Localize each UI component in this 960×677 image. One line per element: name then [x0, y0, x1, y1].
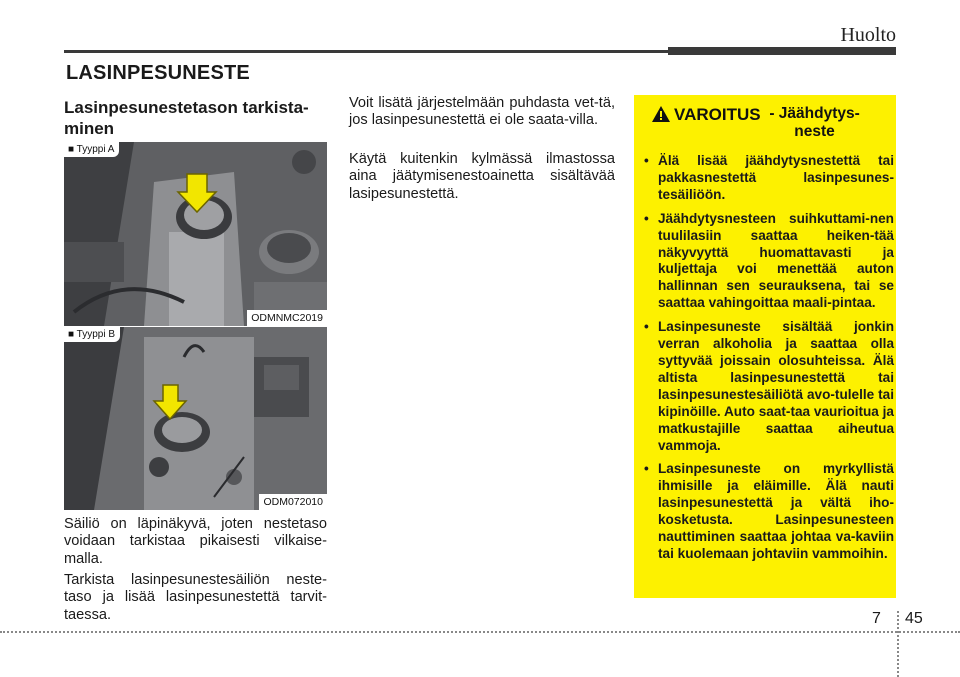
warning-item: • Lasinpesuneste sisältää jonkin verran alkoholia ja saattaa olla syttyvää joissain olosuhteissa. Älä altista lasinpesunestettä tai lasinpesunestesäiliötä avo-tulelle tai kipinöille. Auto saat-taa vaurioitua ja matkustajille saattaa aiheutua vammoja.	[642, 319, 894, 454]
engine-photo-type-b	[64, 327, 327, 510]
running-header: Huolto	[840, 24, 896, 46]
image-b-label: ■ Tyyppi B	[64, 327, 120, 342]
footer-rule	[0, 631, 960, 633]
warning-list	[642, 153, 894, 570]
subheading	[64, 97, 334, 139]
warning-title-text: VAROITUS	[674, 105, 761, 124]
warning-item: • Lasinpesuneste on myrkyllistä ihmisille ja eläimille. Älä nauti lasinpesunestettä ja vältä iho-kosketusta. Lasinpesunesteen nauttiminen saattaa johtaa va-kaviin tai kuolemaan johtaviin vammoihin.	[642, 461, 894, 562]
image-a-label: ■ Tyyppi A	[64, 142, 119, 157]
warning-item: • Älä lisää jäähdytysnestettä tai pakkasnestettä lasinpesunes-tesäiliöön.	[642, 153, 894, 204]
section-title: LASINPESUNESTE	[66, 62, 250, 84]
warning-triangle-icon	[652, 106, 670, 122]
middle-paragraph-2: Käytä kuitenkin kylmässä ilmastossa aina jäätymisenestoainetta sisältävää lasipesunestettä.	[349, 151, 615, 202]
subheading-text: Lasinpesunestetason tarkista- minen	[64, 98, 309, 138]
warning-item: • Jäähdytysnesteen suihkuttami-nen tuulilasiin saattaa heiken-tää näkyvyyttä huomattavasti ja kuljettaja voi menettää auton hallinnan sen seurauksena, tai se saattaa vahingoittaa maali-pintaa.	[642, 211, 894, 312]
engine-photo-type-a	[64, 142, 327, 326]
left-paragraph-1: Säiliö on läpinäkyvä, joten nestetaso voidaan tarkistaa pikaisesti vilkaise-malla.	[64, 516, 327, 567]
engine-photo-b-graphic	[64, 327, 327, 510]
left-paragraph-2: Tarkista lasinpesunestesäiliön neste-taso ja lisää lasinpesunestettä tarvit-taessa.	[64, 572, 327, 623]
warning-box	[634, 95, 896, 598]
chapter-number: 7	[872, 610, 881, 627]
image-a-code: ODMNMC2019	[247, 310, 327, 326]
header-rule-accent	[668, 47, 896, 55]
middle-paragraph-1: Voit lisätä järjestelmään puhdasta vet-tä, jos lasinpesunestettä ei ole saata-villa.	[349, 95, 615, 129]
warning-title	[652, 105, 860, 141]
page-number: 45	[905, 610, 923, 627]
image-b-code: ODM072010	[259, 494, 327, 510]
footer-separator	[897, 611, 899, 677]
engine-photo-a-graphic	[64, 142, 327, 326]
warning-subtitle: - Jäähdytys- neste	[769, 105, 860, 140]
